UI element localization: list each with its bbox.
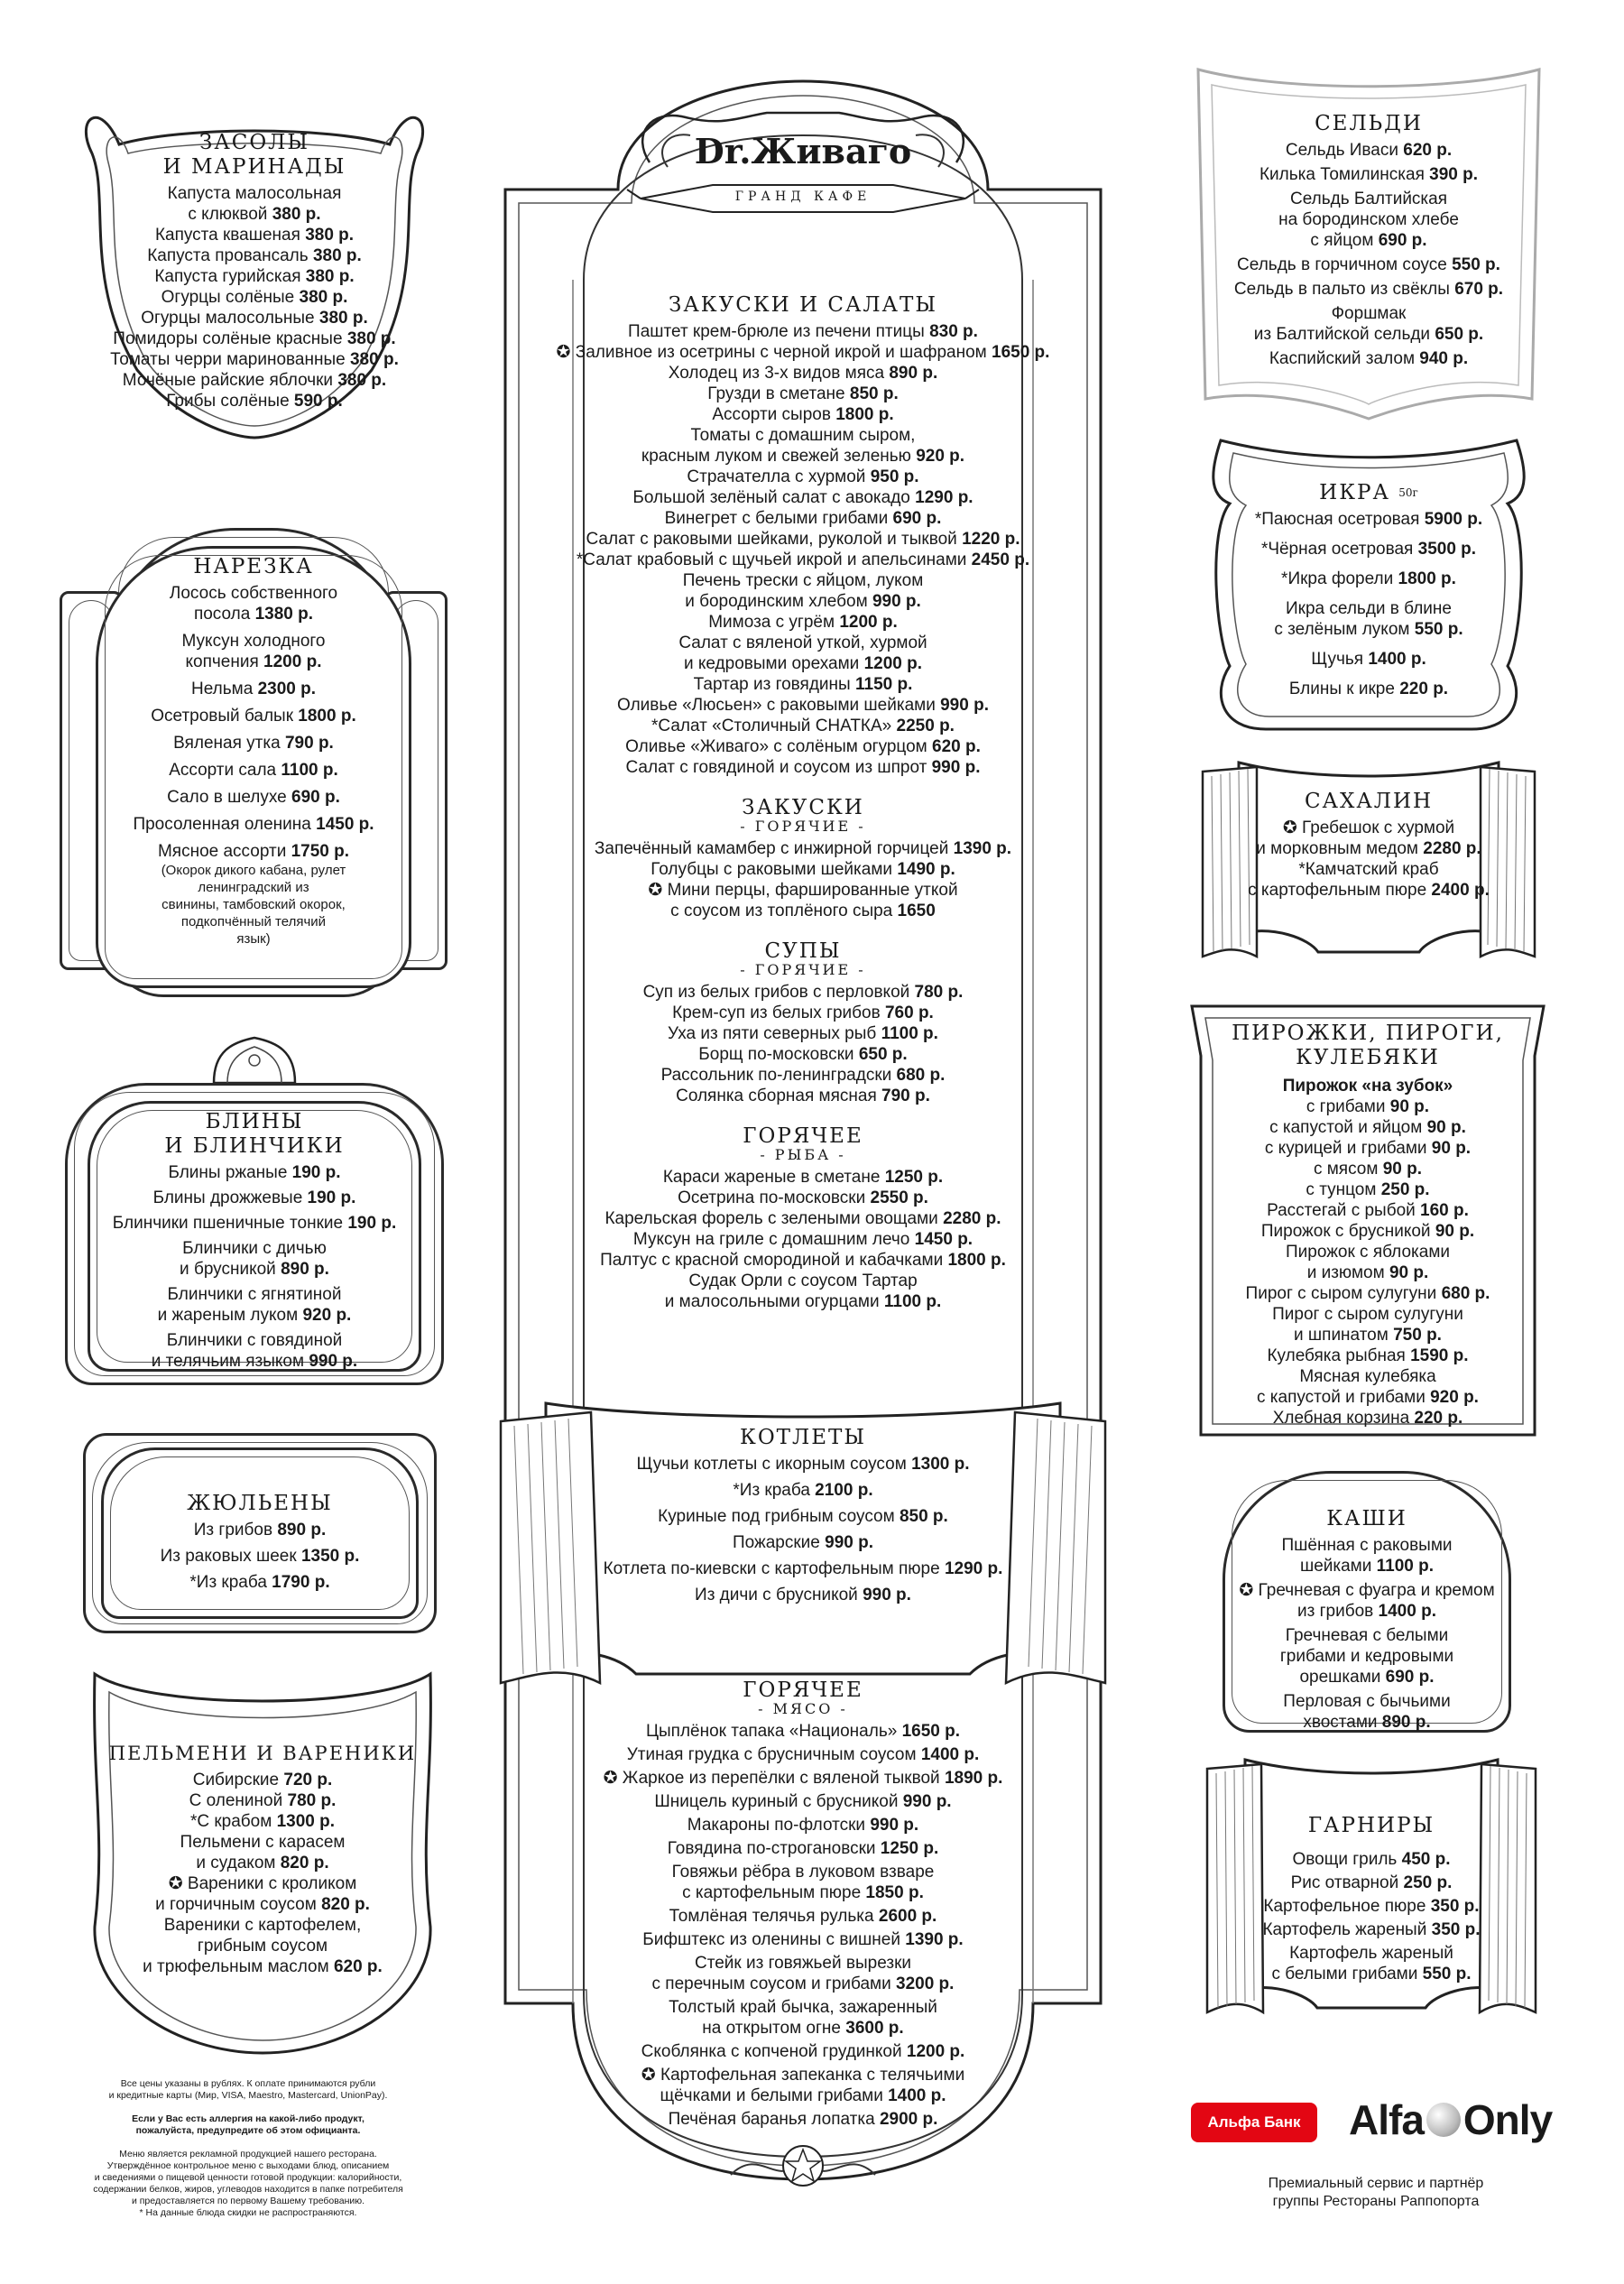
list-item: Суп из белых грибов с перловкой 780 р. [642, 983, 964, 1002]
zakuski-hot-sub: - ГОРЯЧИЕ - [740, 818, 866, 835]
list-item: Капуста провансаль 380 р. [147, 246, 362, 265]
alfa-only-text-a: Alfa [1349, 2096, 1424, 2143]
list-item: Сельдь в горчичном соусе 550 р. [1237, 255, 1500, 274]
partner-caption: Премиальный сервис и партнёр группы Рестораны Раппопорта [1268, 2176, 1484, 2209]
list-item: Пельмени с карасем и судаком 820 р. [180, 1833, 346, 1873]
list-item: Осетровый балык 1800 р. [151, 707, 356, 726]
list-item: Винегрет с белыми грибами 690 р. [664, 509, 942, 528]
list-item: Сельдь Балтийская на бородинском хлебе с яйцом 690 р. [1278, 190, 1459, 250]
list-item: с капустой и яйцом 90 р. [1269, 1118, 1466, 1137]
legal-footnote [50, 2067, 447, 2231]
list-item: *Икра форели 1800 р. [1281, 569, 1456, 588]
list-item: Паштет крем-брюле из печени птицы 830 р. [628, 322, 978, 341]
list-item: Большой зелёный салат с авокадо 1290 р. [632, 488, 973, 507]
list-item: Утиная грудка с брусничным соусом 1400 р. [626, 1745, 980, 1764]
kotlety-box [483, 1385, 1123, 1692]
list-item: Печень трески с яйцом, луком и бородинским хлебом 990 р. [682, 571, 924, 611]
list-item: Оливье «Живаго» с солёным огурцом 620 р. [625, 737, 981, 756]
list-item: с тунцом 250 р. [1306, 1180, 1430, 1199]
pelmeni-panel [77, 1656, 448, 2057]
list-item: Салат с говядиной и соусом из шпрот 990 р. [625, 758, 981, 777]
list-item: Осетрина по-московски 2550 р. [678, 1188, 928, 1207]
supy-sub: - ГОРЯЧИЕ - [740, 961, 866, 978]
list-item: Сельдь Иваси 620 р. [1285, 141, 1453, 160]
list-item: Грузди в сметане 850 р. [707, 384, 899, 403]
list-item: Щучья 1400 р. [1311, 650, 1426, 669]
list-item: Сельдь в пальто из свёклы 670 р. [1233, 280, 1504, 299]
list-item: Гречневая с белыми грибами и кедровыми орешками 690 р. [1279, 1626, 1454, 1687]
kotlety-title: КОТЛЕТЫ [740, 1426, 866, 1449]
list-item: Караси жареные в сметане 1250 р. [662, 1168, 944, 1187]
pirozhki-panel [1187, 1002, 1548, 1444]
list-item: ✪ Гребешок с хурмой и морковным медом 2280 р. [1256, 818, 1481, 858]
list-item: Пирог с сыром сулугуни и шпинатом 750 р. [1272, 1305, 1463, 1345]
list-item: *Чёрная осетровая 3500 р. [1260, 540, 1477, 559]
alfa-only-text-b: Only [1463, 2096, 1553, 2143]
ikra-panel [1194, 431, 1544, 738]
julieny-title: ЖЮЛЬЕНЫ [187, 1492, 333, 1515]
garniry-panel [1200, 1746, 1543, 2017]
list-item: Форшмак из Балтийской сельди 650 р. [1253, 304, 1484, 344]
brand-tagline: ГРАНД КАФЕ [734, 190, 872, 204]
narezka-panel [60, 528, 448, 997]
list-item: Пирог с сыром сулугуни 680 р. [1245, 1284, 1490, 1303]
list-item: Муксун на гриле с домашним лечо 1450 р. [632, 1230, 973, 1249]
ikra-title: ИКРА $^{50г}$ [1319, 481, 1418, 504]
list-item: Скоблянка с копченой грудинкой 1200 р. [641, 2042, 965, 2061]
list-item: *Салат «Столичный СНАТКА» 2250 р. [651, 717, 955, 735]
list-item: Карельская форель с зелеными овощами 2280 р. [604, 1209, 1001, 1228]
list-item: Макароны по-флотски 990 р. [687, 1816, 919, 1835]
list-item: Пирожок с брусникой 90 р. [1260, 1222, 1475, 1241]
supy-title: СУПЫ [764, 939, 842, 963]
list-item: Капуста гурийская 380 р. [154, 267, 355, 286]
list-item: Блинчики с говядиной и телячьим языком 990 р. [151, 1331, 358, 1371]
list-item: Мясная кулебяка с капустой и грибами 920 р. [1257, 1367, 1479, 1407]
list-item: Страчателла с хурмой 950 р. [687, 467, 919, 486]
zakuski-hot-title: ЗАКУСКИ [742, 796, 864, 819]
list-item: Томаты с домашним сыром, красным луком и свежей зеленью 920 р. [641, 426, 965, 466]
list-item: *Из краба 1790 р. [189, 1573, 330, 1592]
list-item: Запечённый камамбер с инжирной горчицей 1390 р. [594, 839, 1012, 858]
list-item: Пожарские 990 р. [732, 1533, 873, 1552]
list-item: с мясом 90 р. [1313, 1160, 1423, 1179]
bliny-title: БЛИНЫ И БЛИНЧИКИ [164, 1110, 345, 1158]
list-item: Цыплёнок тапака «Националь» 1650 р. [645, 1722, 961, 1741]
sakhalin-panel [1194, 754, 1544, 961]
list-item: Котлета по-киевски с картофельным пюре 1290 р. [603, 1559, 1003, 1578]
julieny-panel [83, 1433, 437, 1633]
list-item: Просоленная оленина 1450 р. [133, 815, 374, 834]
alfa-bank-label: Альфа Банк [1207, 2113, 1301, 2131]
list-item: Сибирские 720 р. [192, 1771, 333, 1789]
list-item: с курицей и грибами 90 р. [1264, 1139, 1472, 1158]
list-item: Рассольник по-ленинградски 680 р. [660, 1066, 946, 1085]
pirozhki-heading: Пирожок «на зубок» [1282, 1077, 1453, 1096]
list-item: Из дичи с брусникой 990 р. [695, 1586, 911, 1604]
alfa-only-logo[interactable] [1349, 2095, 1552, 2144]
narezka-note: (Окорок дикого кабана, рулет ленинградский из свинины, тамбовский окорок, подкопчённый телячий язык) [161, 863, 346, 947]
list-item: Холодец из 3-х видов мяса 890 р. [668, 364, 938, 383]
myaso-title: ГОРЯЧЕЕ [743, 1678, 863, 1702]
brand-name: Dr.Живаго [694, 131, 912, 171]
bliny-panel [65, 1033, 444, 1385]
list-item: Овощи гриль 450 р. [1292, 1850, 1451, 1869]
list-item: Блинчики пшеничные тонкие 190 р. [112, 1214, 397, 1233]
list-item: *Паюсная осетровая 5900 р. [1254, 510, 1483, 529]
list-item: Грибы солёные 590 р. [166, 392, 343, 411]
list-item: Из раковых шеек 1350 р. [160, 1547, 360, 1566]
list-item: ✪ Мини перцы, фаршированные уткой с соусом из топлёного сыра 1650 [648, 881, 958, 920]
list-item: Голубцы с раковыми шейками 1490 р. [651, 860, 955, 879]
list-item: С олениной 780 р. [189, 1791, 337, 1810]
list-item: Стейк из говяжьей вырезки с перечным соусом и грибами 3200 р. [651, 1954, 955, 1993]
list-item: Палтус с красной смородиной и кабачками 1800 р. [600, 1251, 1006, 1270]
list-item: Уха из пяти северных рыб 1100 р. [668, 1024, 938, 1043]
list-item: Картофель жареный с белыми грибами 550 р. [1271, 1944, 1472, 1983]
list-item: Куриные под грибным соусом 850 р. [658, 1507, 948, 1526]
list-item: Блины дрожжевые 190 р. [152, 1188, 356, 1207]
list-item: Печёная баранья лопатка 2900 р. [668, 2110, 938, 2129]
zasoly-list [56, 183, 453, 411]
list-item: Рис отварной 250 р. [1290, 1873, 1453, 1892]
list-item: *Салат крабовый с щучьей икрой и апельсинами 2450 р. [576, 550, 1030, 569]
list-item: Салат с вяленой уткой, хурмой и кедровыми орехами 1200 р. [678, 633, 927, 673]
seldi-title: СЕЛЬДИ [1315, 112, 1423, 135]
list-item: ✪ Жаркое из перепёлки с вяленой тыквой 1890 р. [603, 1769, 1003, 1788]
footnote-allergy: Если у Вас есть аллергия на какой-либо продукт, пожалуйста, предупредите об этом официанта. [132, 2113, 364, 2136]
list-item: Килька Томилинская 390 р. [1259, 165, 1479, 184]
garniry-title: ГАРНИРЫ [1307, 1814, 1435, 1837]
list-item: с грибами 90 р. [1306, 1097, 1430, 1116]
list-item: ✪ Картофельная запеканка с телячьими щёчками и белыми грибами 1400 р. [641, 2066, 965, 2105]
list-item: Капуста малосольная с клюквой 380 р. [167, 184, 342, 224]
zasoly-title: ЗАСОЛЫ И МАРИНАДЫ [162, 131, 346, 179]
list-item: Картофель жареный 350 р. [1262, 1920, 1481, 1939]
list-item: Бифштекс из оленины с вишней 1390 р. [642, 1930, 964, 1949]
list-item: Пирожок с яблоками и изюмом 90 р. [1286, 1243, 1450, 1282]
seldi-panel [1194, 65, 1544, 421]
list-item: Ассорти сала 1100 р. [169, 761, 338, 780]
list-item: Ассорти сыров 1800 р. [712, 405, 894, 424]
list-item: ✪ Вареники с кроликом и горчичным соусом 820 р. [155, 1874, 370, 1914]
list-item: Мочёные райские яблочки 380 р. [122, 371, 387, 390]
star-emblem-icon [722, 2139, 884, 2193]
sakhalin-title: САХАЛИН [1304, 790, 1434, 813]
list-item: Пшённая с раковыми шейками 1100 р. [1281, 1536, 1453, 1576]
list-item: ✪ Гречневая с фуагра и кремом из грибов 1400 р. [1239, 1581, 1495, 1621]
list-item: Томаты черри маринованные 380 р. [110, 350, 399, 369]
list-item: Вяленая утка 790 р. [173, 734, 334, 753]
center-panel [483, 63, 1123, 2202]
ikra-unit: 50г [1398, 486, 1418, 499]
list-item: Оливье «Люсьен» с раковыми шейками 990 р. [617, 696, 989, 715]
list-item: Солянка сборная мясная 790 р. [676, 1087, 930, 1105]
list-item: Томлёная телячья рулька 2600 р. [669, 1907, 937, 1926]
pelmeni-title: ПЕЛЬМЕНИ И ВАРЕНИКИ [108, 1743, 417, 1764]
list-item: Блинчики с ягнятиной и жареным луком 920 р. [157, 1285, 352, 1325]
list-item: Говяжьи рёбра в луковом взваре с картофельным пюре 1850 р. [671, 1863, 935, 1902]
list-item: Кулебяка рыбная 1590 р. [1267, 1346, 1469, 1365]
list-item: *Из краба 2100 р. [733, 1481, 873, 1500]
list-item: Муксун холодного копчения 1200 р. [181, 632, 326, 671]
list-item: Мимоза с угрём 1200 р. [708, 613, 898, 632]
list-item: Капуста квашеная 380 р. [154, 226, 355, 245]
list-item: Расстегай с рыбой 160 р. [1267, 1201, 1469, 1220]
list-item: Огурцы солёные 380 р. [161, 288, 348, 307]
list-item: *Камчатский краб с картофельным пюре 2400 р. [1248, 860, 1490, 900]
list-item: Шницель куриный с брусникой 990 р. [654, 1792, 952, 1811]
list-item: Говядина по-строгановски 1250 р. [667, 1839, 939, 1858]
list-item: Икра сельди в блине с зелёным луком 550 р. [1274, 599, 1463, 639]
pearl-icon [1426, 2103, 1461, 2137]
pirozhki-title: ПИРОЖКИ, ПИРОГИ, КУЛЕБЯКИ [1232, 1022, 1504, 1069]
narezka-title: НАРЕЗКА [193, 555, 314, 578]
alfa-bank-logo[interactable] [1191, 2103, 1317, 2142]
ryba-sub: - РЫБА - [760, 1146, 846, 1163]
footnote-prices: Все цены указаны в рублях. К оплате принимаются рубли и кредитные карты (Мир, VISA, Maestro, Mastercard, UnionPay). [108, 2078, 388, 2101]
zakuski-salaty-title: ЗАКУСКИ И САЛАТЫ [669, 293, 937, 317]
list-item: Вареники с картофелем, грибным соусом и трюфельным маслом 620 р. [143, 1916, 383, 1976]
kashi-panel [1223, 1471, 1511, 1733]
list-item: Блинчики с дичью и брусникой 890 р. [180, 1239, 329, 1279]
list-item: Хлебная корзина 220 р. [1272, 1409, 1463, 1428]
kashi-title: КАШИ [1326, 1507, 1407, 1530]
list-item: Мясное ассорти 1750 р. [157, 842, 350, 861]
ryba-title: ГОРЯЧЕЕ [743, 1124, 863, 1148]
list-item: Салат с раковыми шейками, руколой и тыквой 1220 р. [586, 530, 1020, 549]
list-item: *С крабом 1300 р. [189, 1812, 336, 1831]
footnote-legal: Меню является рекламной продукцией нашего ресторана. Утверждённое контрольное меню с выходами блюд, описанием и сведениями о пищевой ценности готовой продукции: калорийности, содержании белков, жиров, углеводов находится в папке потребителя и предоставляется по первому Вашему требованию. * На данные блюда скидки не распространяются. [93, 2149, 403, 2218]
list-item: Сало в шелухе 690 р. [167, 788, 340, 807]
list-item: Судак Орли с соусом Тартар и малосольными огурцами 1100 р. [664, 1271, 942, 1311]
list-item: Каспийский залом 940 р. [1269, 349, 1469, 368]
list-item: Картофельное пюре 350 р. [1263, 1897, 1480, 1916]
zasoly-panel [56, 99, 453, 442]
list-item: Толстый край бычка, зажаренный на открытом огне 3600 р. [669, 1998, 937, 2038]
list-item: Перловая с бычьими хвостами 890 р. [1283, 1692, 1451, 1732]
list-item: Нельма 2300 р. [191, 680, 316, 698]
crown-ornament-icon [205, 1033, 304, 1087]
list-item: Блины ржаные 190 р. [168, 1163, 341, 1182]
list-item: ✪ Заливное из осетрины с черной икрой и шафраном 1650 р. [556, 343, 1050, 362]
list-item: Огурцы малосольные 380 р. [141, 309, 368, 328]
list-item: Тартар из говядины 1150 р. [693, 675, 913, 694]
list-item: Крем-суп из белых грибов 760 р. [672, 1003, 934, 1022]
list-item: Помидоры солёные красные 380 р. [113, 329, 396, 348]
myaso-sub: - МЯСО - [758, 1700, 848, 1717]
list-item: Блины к икре 220 р. [1288, 680, 1449, 698]
list-item: Лосось собственного посола 1380 р. [169, 584, 338, 624]
list-item: Из грибов 890 р. [193, 1521, 327, 1540]
list-item: Щучьи котлеты с икорным соусом 1300 р. [636, 1455, 970, 1474]
list-item: Борщ по-московски 650 р. [698, 1045, 908, 1064]
